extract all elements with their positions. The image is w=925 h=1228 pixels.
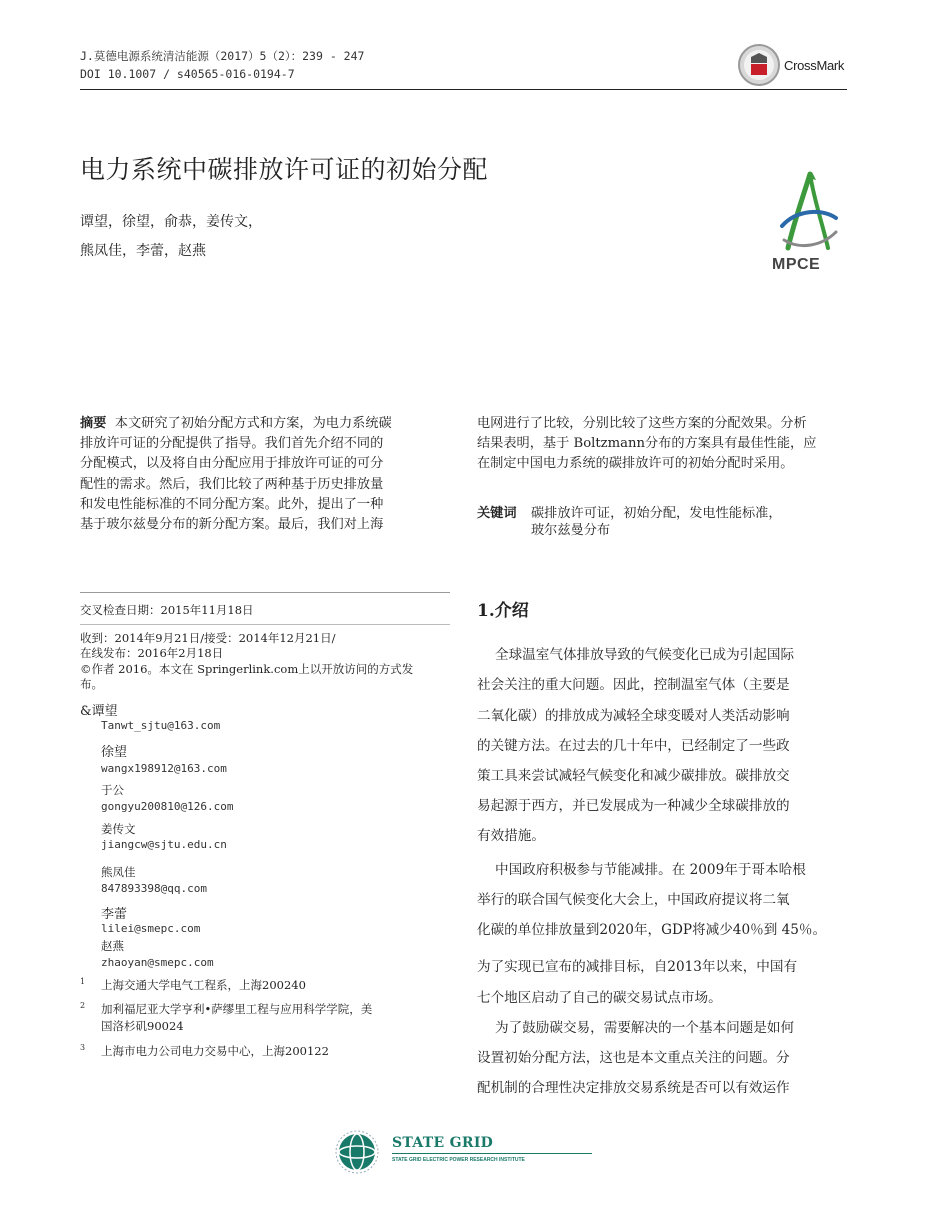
correspondent-email[interactable]: zhaoyan@smepc.com — [101, 956, 214, 969]
body-line: 社会关注的重大问题。因此，控制温室气体（主要是 — [477, 677, 790, 693]
body-line: 配机制的合理性决定排放交易系统是否可以有效运作 — [477, 1080, 790, 1096]
affiliation: 加利福尼亚大学亨利•萨缪里工程与应用科学学院，美 — [101, 1002, 373, 1016]
keywords-text: 碳排放许可证，初始分配，发电性能标准， 玻尔兹曼分布 — [531, 506, 782, 538]
authors-line-2: 熊凤佳，李蕾，赵燕 — [80, 243, 206, 259]
abstract-line: 电网进行了比较，分别比较了这些方案的分配效果。分析 — [477, 416, 807, 431]
correspondent-email[interactable]: gongyu200810@126.com — [101, 800, 234, 813]
keywords-label: 关键词 — [477, 506, 517, 521]
mpce-logo — [770, 170, 850, 278]
doi: DOI 10.1007 / s40565-016-0194-7 — [80, 67, 295, 81]
correspondent-email[interactable]: jiangcw@sjtu.edu.cn — [101, 838, 227, 851]
keywords — [477, 505, 847, 538]
abstract-left-column — [80, 414, 446, 535]
body-line: 为了实现已宣布的减排目标，自2013年以来，中国有 — [477, 959, 798, 975]
body-line: 为了鼓励碳交易，需要解决的一个基本问题是如何 — [495, 1020, 795, 1036]
affiliation-cont: 国洛杉矶90024 — [101, 1019, 184, 1033]
footer-logo-rule — [392, 1153, 592, 1154]
correspondent-name: &谭望 — [80, 704, 118, 719]
body-line: 举行的联合国气候变化大会上，中国政府提议将二氧 — [477, 892, 790, 908]
state-grid-globe-icon — [335, 1130, 379, 1174]
abstract-right-column — [477, 414, 847, 475]
body-line: 有效措施。 — [477, 828, 545, 844]
affiliation-number: 2 — [80, 1001, 86, 1010]
body-line: 七个地区启动了自己的碳交易试点市场。 — [477, 990, 722, 1006]
mpce-logo-text: MPCE — [772, 256, 821, 273]
abstract-line: 在制定中国电力系统的碳排放许可的初始分配时采用。 — [477, 456, 794, 472]
correspondent-name: 熊凤佳 — [101, 865, 136, 879]
header-rule — [80, 89, 847, 90]
correspondent-email[interactable]: Tanwt_sjtu@163.com — [101, 719, 221, 732]
online-date: 在线发布：2016年2月18日 — [80, 646, 224, 660]
crossmark-label: CrossMark — [784, 58, 845, 73]
affiliation: 上海市电力公司电力交易中心，上海200122 — [101, 1044, 329, 1058]
abstract-line: 分配模式，以及将自由分配应用于排放许可证的可分 — [80, 456, 384, 472]
abstract-line: 配性的需求。然后，我们比较了两种基于历史排放量 — [80, 476, 384, 492]
affiliation-number: 3 — [80, 1043, 86, 1052]
abstract-line: 排放许可证的分配提供了指导。我们首先介绍不同的 — [80, 436, 384, 452]
body-line: 二氧化碳）的排放成为减轻全球变暖对人类活动影响 — [477, 708, 790, 724]
body-line: 策工具来尝试减轻气候变化和减少碳排放。碳排放交 — [477, 768, 790, 784]
affiliation-number: 1 — [80, 977, 86, 986]
footnote-rule — [80, 592, 450, 593]
abstract-line: 结果表明，基于 Boltzmann分布的方案具有最佳性能，应 — [477, 436, 817, 452]
abstract-line: 和发电性能标准的不同分配方案。此外，提出了一种 — [80, 496, 384, 512]
crosscheck-date: 交叉检查日期：2015年11月18日 — [80, 603, 254, 617]
body-line: 中国政府积极参与节能减排。在 2009年于哥本哈根 — [495, 862, 806, 878]
footnote-rule-2 — [80, 624, 450, 625]
state-grid-brand: STATE GRID — [392, 1135, 494, 1151]
correspondent-name: 赵燕 — [101, 939, 124, 953]
correspondent-email[interactable]: 847893398@qq.com — [101, 882, 207, 895]
correspondent-name: 于公 — [101, 783, 124, 797]
copyright-notice: ©作者 2016。本文在 Springerlink.com上以开放访问的方式发 布。 — [80, 662, 414, 691]
body-line: 易起源于西方，并已发展成为一种减少全球碳排放的 — [477, 798, 790, 814]
correspondent-name: 徐望 — [101, 745, 128, 760]
journal-citation: J.莫德电源系统清洁能源（2017）5（2）：239 - 247 — [80, 49, 365, 63]
body-line: 化碳的单位排放量到2020年，GDP将减少40％到 45％。 — [477, 922, 827, 938]
affiliation: 上海交通大学电气工程系，上海200240 — [101, 978, 306, 992]
correspondent-name: 李蕾 — [101, 907, 128, 922]
body-line: 全球温室气体排放导致的气候变化已成为引起国际 — [495, 647, 795, 663]
crossmark-icon — [737, 43, 781, 87]
authors-line-1: 谭望，徐望，俞恭，姜传文， — [80, 214, 262, 230]
section-heading: 1.介绍 — [477, 601, 529, 621]
state-grid-logo — [335, 1130, 595, 1176]
body-line: 的关键方法。在过去的几十年中，已经制定了一些政 — [477, 738, 790, 754]
correspondent-email[interactable]: wangx198912@163.com — [101, 762, 227, 775]
correspondent-name: 姜传文 — [101, 822, 136, 836]
abstract-line: 摘要 本文研究了初始分配方式和方案，为电力系统碳 — [80, 416, 392, 431]
state-grid-subtitle: STATE GRID ELECTRIC POWER RESEARCH INSTITUTE — [392, 1157, 525, 1163]
abstract-label: 摘要 — [80, 416, 107, 431]
correspondent-email[interactable]: lilei@smepc.com — [101, 922, 201, 935]
abstract-line: 基于玻尔兹曼分布的新分配方案。最后，我们对上海 — [80, 517, 384, 533]
paper-title: 电力系统中碳排放许可证的初始分配 — [80, 155, 489, 184]
received-date: 收到：2014年9月21日/接受：2014年12月21日/ — [80, 631, 336, 645]
body-line: 设置初始分配方法，这也是本文重点关注的问题。分 — [477, 1050, 790, 1066]
